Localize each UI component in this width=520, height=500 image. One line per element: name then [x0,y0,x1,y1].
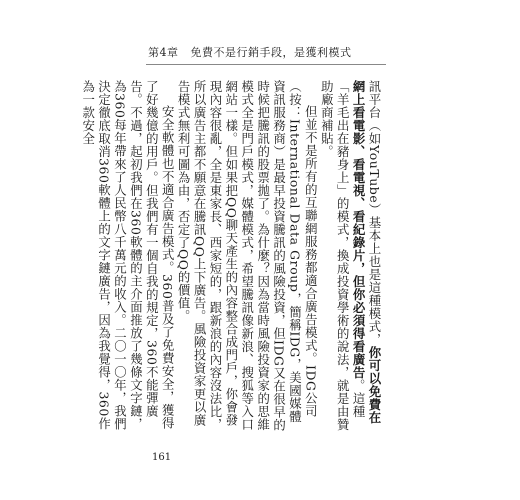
paragraph [175,80,318,432]
emphasis-text: 你可以免費在網上看電影、看電視、看紀錄片，但你必須得看廣告 [351,80,382,425]
chapter-title: 免費不是行銷手段，是獲利模式 [190,46,352,59]
header-rule [146,64,386,65]
text-run: 訊平台（如YouTube）基本上也是這種模式， [367,80,382,347]
running-header [148,44,352,60]
page-number: 161 [152,452,172,463]
chapter-number: 第4章 [148,46,179,59]
paragraph [80,80,175,432]
text-run: 。這種「羊毛出在豬身上」的模式，換成投資學術的說法，就是由贊助廠商補貼。 [319,80,367,431]
paragraph [318,80,382,432]
text-run: 安全軟體也不適合廣告模式。360普及了免費安全，獲得了好幾億的用戶。但我們有一個自我的規定，360不能彈廣告。不過，起初我們在360軟體的主介面推放了幾條文字鏈，為360每年帶來了人民幣八千萬元的收入。二〇一〇年，我們決定徹底取消360軟體上的文字鏈廣告，因為我覺得，360作為一款安全 [80,80,176,431]
text-run: 但並不是所有的互聯網服務都適合廣告模式。IDG公司（按：International Data Group，簡稱IDG，美國媒體資訊服務商）是最早投資騰訊的風險投資，但IDG又在很早的時候把騰訊的股票拋了。為什麼？因為當時風險投資家的思維模式全是門戶模式，媒體模式，希望騰訊像新浪、搜狐等入口網站一樣。但如果把QQ聊天產生的內容整合成門戶，你會發現內容很亂，全是東家長、西家短的，跟新浪的內容沒法比，所以廣告主都不願意在騰訊QQ上下廣告。風險投資家更以廣告模式無利可圖為由，否定了QQ的價值。 [176,80,319,432]
body-text [80,80,382,432]
